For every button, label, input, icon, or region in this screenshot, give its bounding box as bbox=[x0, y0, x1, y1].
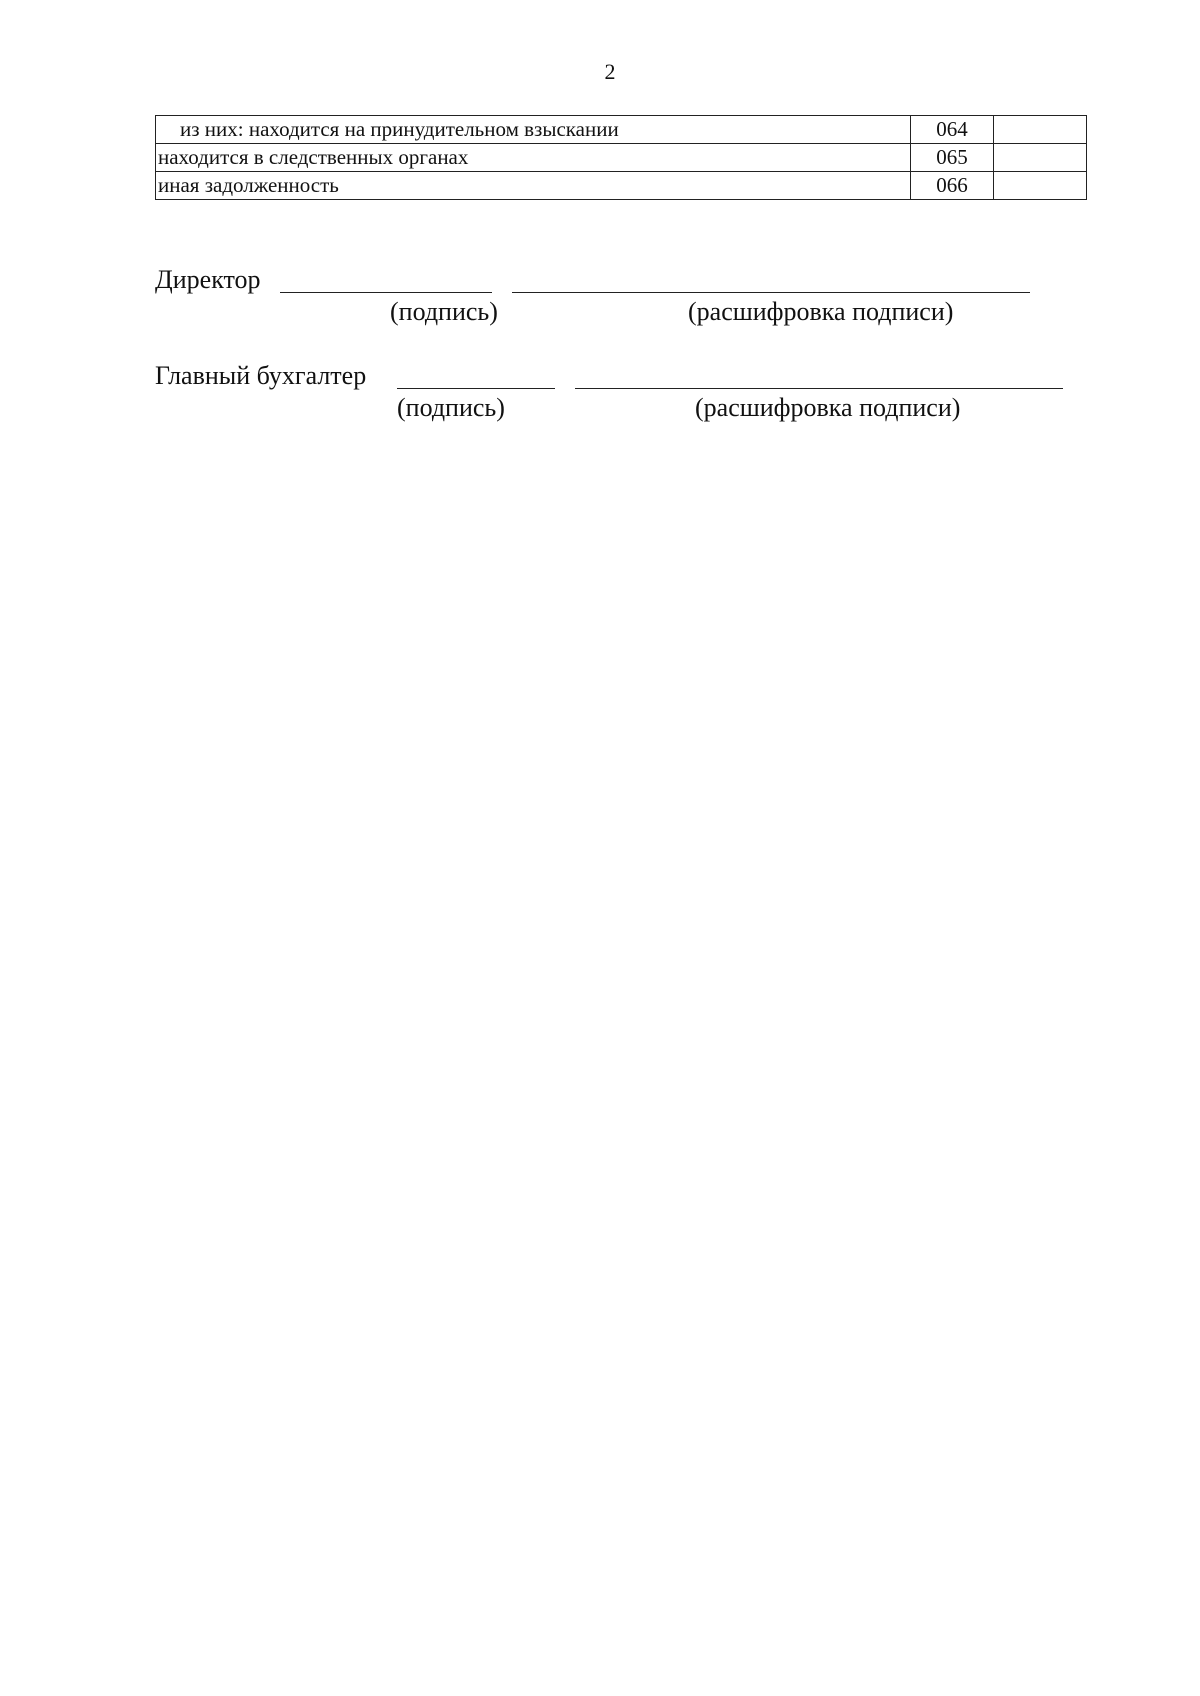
row-code: 066 bbox=[911, 172, 994, 200]
director-signature-caption: (подпись) bbox=[390, 297, 498, 326]
debt-table bbox=[155, 115, 1087, 200]
row-label: из них: находится на принудительном взыскании bbox=[180, 117, 619, 141]
table-row bbox=[156, 116, 1087, 144]
director-title: Директор bbox=[155, 265, 261, 294]
row-label-cell bbox=[156, 116, 911, 144]
row-label: иная задолженность bbox=[156, 172, 911, 200]
row-value bbox=[994, 144, 1087, 172]
director-name-line bbox=[512, 292, 1030, 293]
row-code: 064 bbox=[911, 116, 994, 144]
row-value bbox=[994, 116, 1087, 144]
director-name-caption: (расшифровка подписи) bbox=[688, 297, 954, 326]
chief-accountant-name-caption: (расшифровка подписи) bbox=[695, 393, 961, 422]
director-signature-line bbox=[280, 292, 492, 293]
page-number: 2 bbox=[604, 59, 616, 84]
table-row bbox=[156, 144, 1087, 172]
chief-accountant-name-line bbox=[575, 388, 1063, 389]
chief-accountant-title: Главный бухгалтер bbox=[155, 361, 367, 390]
table-row bbox=[156, 172, 1087, 200]
row-label: находится в следственных органах bbox=[156, 144, 911, 172]
chief-accountant-signature-line bbox=[397, 388, 555, 389]
row-value bbox=[994, 172, 1087, 200]
row-code: 065 bbox=[911, 144, 994, 172]
chief-accountant-signature-caption: (подпись) bbox=[397, 393, 505, 422]
